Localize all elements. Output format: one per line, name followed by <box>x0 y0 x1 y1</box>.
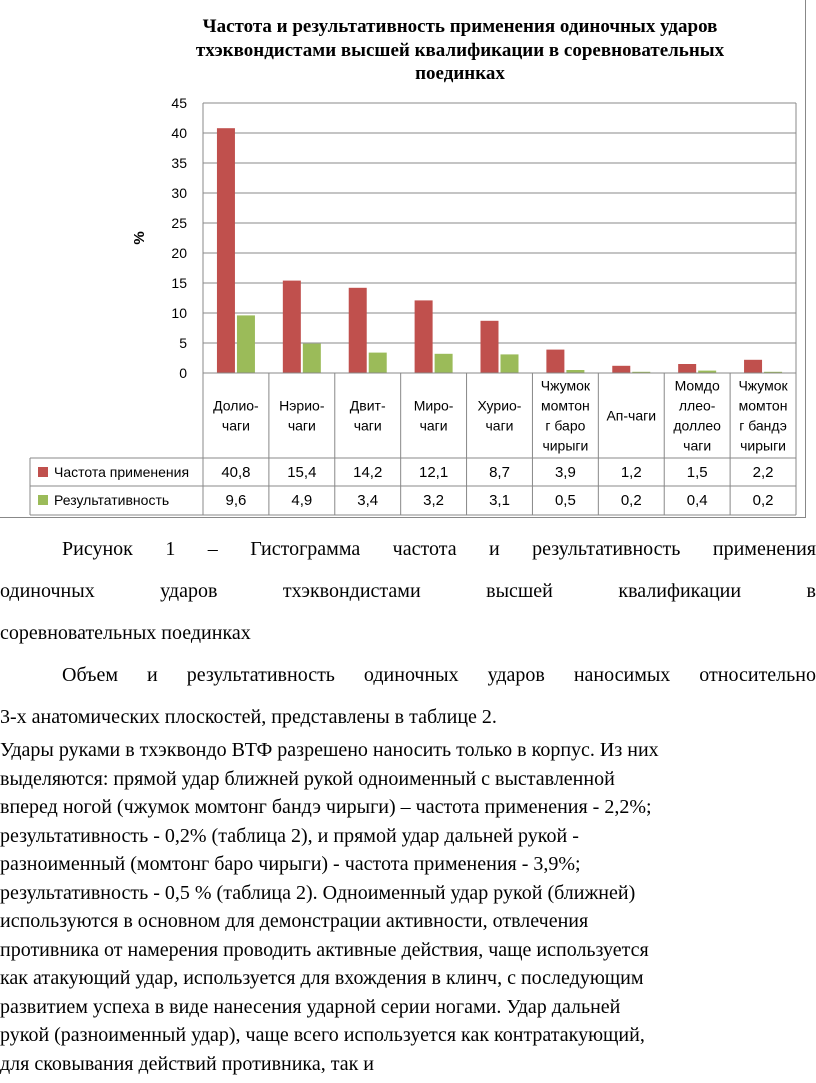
x-tick-label: чаги <box>221 417 250 434</box>
legend-label: Частота применения <box>54 464 190 480</box>
x-tick-label: доллео <box>673 417 721 434</box>
body-line: для сковывания действий противника, так и <box>0 1052 375 1075</box>
bar <box>217 128 235 373</box>
body-text <box>0 736 816 1078</box>
x-tick-label: чаги <box>353 417 382 434</box>
chart-title-line: Частота и результативность применения одиночных ударов <box>202 16 718 37</box>
x-tick-label: Чжумок <box>738 377 788 394</box>
y-tick-label: 10 <box>171 305 187 321</box>
bar <box>678 364 696 373</box>
bar <box>303 344 321 373</box>
x-tick-label: чаги <box>419 417 448 434</box>
paragraph-line: 3-х анатомических плоскостей, представлены в таблице 2. <box>0 706 497 728</box>
body-line: развитием успеха в виде нанесения ударной серии ногами. Удар дальней <box>0 995 621 1018</box>
data-table-value: 12,1 <box>419 464 449 481</box>
data-table-value: 0,2 <box>620 492 642 509</box>
y-tick-label: 5 <box>179 335 187 351</box>
body-line: выделяются: прямой удар ближней рукой одноименный с выставленной <box>0 767 615 790</box>
paragraph-line: Объем и результативность одиночных ударов наносимых относительно <box>62 664 816 686</box>
x-tick-label: чирыги <box>542 437 589 454</box>
caption-line: Рисунок 1 – Гистограмма частота и результативность применения <box>62 538 816 560</box>
x-tick-label: момтон <box>738 397 788 414</box>
data-table-value: 1,5 <box>686 464 708 481</box>
body-line: результативность - 0,5 % (таблица 2). Одноименный удар рукой (ближней) <box>0 881 636 904</box>
y-tick-label: 0 <box>179 365 187 381</box>
bar <box>501 354 519 373</box>
x-tick-label: чаги <box>287 417 316 434</box>
x-tick-label: г баро <box>545 417 586 434</box>
data-table-value: 40,8 <box>221 464 251 481</box>
bar <box>612 366 630 373</box>
x-tick-label: чирыги <box>740 437 787 454</box>
x-tick-label: Миро- <box>413 397 454 414</box>
body-line: вперед ногой (чжумок момтонг бандэ чирыги) – частота применения - 2,2%; <box>0 796 652 818</box>
bar <box>415 300 433 373</box>
chart-title-line: поединках <box>415 63 505 84</box>
bar <box>349 288 367 373</box>
data-table-value: 1,2 <box>620 464 642 481</box>
data-table-value: 4,9 <box>291 492 313 509</box>
data-table-value: 3,2 <box>423 492 445 509</box>
legend-swatch <box>38 467 48 477</box>
data-table-value: 3,4 <box>357 492 379 509</box>
data-table-value: 3,1 <box>489 492 510 509</box>
bar <box>435 354 453 373</box>
figure-caption <box>0 528 816 738</box>
x-tick-label: Момдо <box>674 377 720 394</box>
y-tick-label: 20 <box>171 245 187 261</box>
bar <box>546 350 564 373</box>
chart-title-line: тхэквондистами высшей квалификации в соревновательных <box>195 40 725 61</box>
data-table-value: 2,2 <box>752 464 774 481</box>
x-tick-label: Хурио- <box>477 397 522 414</box>
x-tick-label: Двит- <box>349 397 386 414</box>
x-tick-label: чаги <box>683 437 712 454</box>
body-line: используются в основном для демонстрации активности, отвлечения <box>0 910 589 932</box>
data-table-value: 15,4 <box>287 464 317 481</box>
caption-line: одиночных ударов тхэквондистами высшей квалификации в <box>0 580 816 602</box>
x-tick-label: Чжумок <box>540 377 591 394</box>
body-line: Удары руками в тхэквондо ВТФ разрешено наносить только в корпус. Из них <box>0 739 659 761</box>
bar <box>481 321 499 373</box>
x-tick-label: ллео- <box>678 397 716 414</box>
x-tick-label: Нэрио- <box>279 397 325 414</box>
legend-label: Результативность <box>54 492 170 508</box>
y-axis-label: % <box>131 231 148 245</box>
body-line: разноименный (момтонг баро чирыги) - частота применения - 3,9%; <box>0 853 581 875</box>
x-tick-label: Ап-чаги <box>606 407 657 424</box>
legend-swatch <box>38 495 48 505</box>
data-table-value: 8,7 <box>489 464 510 481</box>
y-tick-label: 15 <box>171 275 187 291</box>
body-line: рукой (разноименный удар), чаще всего используется как контратакующий, <box>0 1024 645 1046</box>
x-tick-label: Долио- <box>213 397 259 414</box>
y-tick-label: 30 <box>171 185 187 201</box>
caption-line: соревновательных поединках <box>0 622 251 644</box>
y-tick-label: 45 <box>171 95 187 111</box>
bar <box>369 353 387 373</box>
data-table-value: 0,2 <box>752 492 774 509</box>
bar <box>237 315 255 373</box>
y-tick-label: 40 <box>171 125 187 141</box>
data-table-value: 3,9 <box>554 464 576 481</box>
data-table-value: 0,4 <box>686 492 708 509</box>
data-table-value: 0,5 <box>554 492 576 509</box>
y-tick-label: 35 <box>171 155 187 171</box>
bar <box>283 281 301 373</box>
body-line: результативность - 0,2% (таблица 2), и прямой удар дальней рукой - <box>0 824 579 847</box>
data-table-value: 14,2 <box>353 464 383 481</box>
bar-chart <box>0 0 806 518</box>
data-table-value: 9,6 <box>225 492 247 509</box>
y-tick-label: 25 <box>171 215 187 231</box>
x-tick-label: чаги <box>485 417 514 434</box>
body-line: противника от намерения проводить активные действия, чаще используется <box>0 938 649 961</box>
body-line: как атакующий удар, используется для вхождения в клинч, с последующим <box>0 967 644 989</box>
x-tick-label: момтон <box>540 397 590 414</box>
bar <box>744 360 762 373</box>
x-tick-label: г бандэ <box>739 417 787 434</box>
